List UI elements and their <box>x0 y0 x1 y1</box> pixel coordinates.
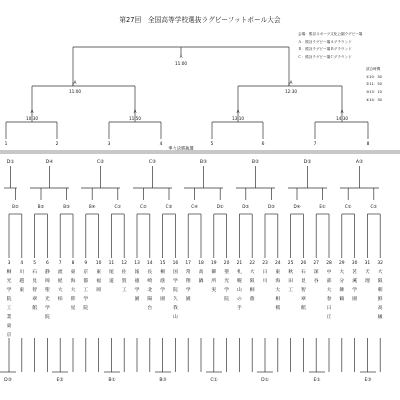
draw-separator-band <box>0 150 400 154</box>
team-name-char-25-1: 秋 <box>288 270 294 275</box>
qf-slot-number-5: 5 <box>210 142 214 147</box>
team-name-char-17-3: 学 <box>185 288 191 293</box>
venue-line-b: Ｂ：熊谷ラグビー場Ｂグラウンド <box>298 47 352 52</box>
team-name-char-13-1: 報 <box>134 270 140 275</box>
team-name-char-19-2: 所 <box>211 279 217 284</box>
team-number-21: 21 <box>236 261 243 266</box>
quarterfinal-time-1: 10:30 <box>25 116 39 121</box>
team-name-char-32-4: 鮮 <box>377 297 383 302</box>
team-name-char-6-4: 光 <box>44 297 50 302</box>
final-time: 11:00 <box>174 61 188 66</box>
qf-slot-number-8: 8 <box>366 142 370 147</box>
team-number-8: 8 <box>71 261 75 266</box>
team-name-char-16-1: 国 <box>172 270 178 275</box>
schedule-time-3: ③13：10 <box>366 90 382 95</box>
team-name-char-20-3: 学 <box>224 288 230 293</box>
team-name-char-8-2: 海 <box>70 279 76 284</box>
round1-code-12: D④ <box>293 204 301 209</box>
round1-code-13: E① <box>319 204 326 209</box>
seed-code-6: D① <box>261 378 269 383</box>
schedule-time-1: ①10：30 <box>366 74 382 79</box>
team-number-29: 29 <box>339 261 345 266</box>
team-name-char-8-5: 星 <box>70 306 76 311</box>
team-name-char-14-2: 崎 <box>147 279 153 284</box>
team-name-char-17-2: 翔 <box>185 279 191 284</box>
round2-code-5: B③ <box>199 160 208 165</box>
team-number-30: 30 <box>351 261 358 266</box>
team-name-char-15-3: 学 <box>160 288 166 293</box>
team-name-char-31-1: 天 <box>364 270 370 275</box>
team-name-char-20-1: 聖 <box>224 270 230 275</box>
team-name-char-14-4: 陽 <box>147 297 153 302</box>
team-number-13: 13 <box>134 261 140 266</box>
team-name-char-30-3: 学 <box>352 288 358 293</box>
team-name-char-12-1: 佐 <box>121 270 127 275</box>
team-name-char-16-5: 我 <box>172 306 178 311</box>
semifinal-time-1: 11:00 <box>68 89 82 94</box>
team-name-char-3-7: 東 <box>6 324 12 329</box>
team-number-22: 22 <box>249 261 255 266</box>
team-name-char-19-1: 御 <box>211 270 217 275</box>
team-name-char-26-2: 見 <box>300 279 306 284</box>
round2-code-1: D① <box>6 160 15 165</box>
page-title: 第27回 全国高等学校選抜ラグビーフットボール大会 <box>119 16 281 24</box>
team-name-char-3-8: 京 <box>6 333 12 338</box>
team-name-char-25-3: 工 <box>288 288 294 293</box>
team-name-char-6-3: 聖 <box>44 288 50 293</box>
team-name-char-24-5: 模 <box>275 306 281 311</box>
team-name-char-21-2: 幌 <box>236 279 242 284</box>
team-number-24: 24 <box>275 261 281 266</box>
round2-code-8: A③ <box>355 160 364 165</box>
quarterfinal-venue-1: A <box>30 109 34 114</box>
team-name-char-19-3: 実 <box>211 288 217 293</box>
team-name-char-29-1: 大 <box>339 270 345 275</box>
qf-slot-number-1: 1 <box>4 142 8 147</box>
team-number-31: 31 <box>364 261 371 266</box>
team-name-char-3-6: 業 <box>6 315 12 320</box>
team-name-char-8-4: 仰 <box>70 297 76 302</box>
team-name-char-5-1: 石 <box>32 270 38 275</box>
round2-code-3: C② <box>96 160 105 165</box>
team-name-char-3-5: 工 <box>6 306 12 311</box>
team-name-char-5-3: 智 <box>32 288 38 293</box>
team-number-10: 10 <box>95 261 102 266</box>
team-name-char-30-4: 園 <box>352 297 358 302</box>
team-name-char-16-4: 久 <box>172 297 178 302</box>
team-name-char-6-1: 静 <box>44 270 50 275</box>
team-name-char-10-1: 東 <box>96 270 102 275</box>
team-name-char-14-1: 長 <box>147 270 153 275</box>
venue-line-c: Ｃ：熊谷ラグビー場Ｃグラウンド <box>298 55 352 60</box>
semifinal-venue-2: A <box>289 80 293 85</box>
team-name-char-28-2: 部 <box>326 279 332 284</box>
team-name-char-11-2: 道 <box>108 279 114 284</box>
draw-separator-label: 準々決勝抽選 <box>168 145 194 151</box>
team-name-char-16-3: 院 <box>172 288 178 293</box>
team-name-char-21-1: 札 <box>236 270 242 275</box>
team-name-char-20-4: 院 <box>224 297 230 302</box>
round1-code-3: B③ <box>63 204 70 209</box>
round2-code-4: C③ <box>148 160 157 165</box>
team-name-char-9-5: 院 <box>83 306 89 311</box>
team-name-char-26-5: 館 <box>300 306 306 311</box>
team-number-28: 28 <box>326 261 332 266</box>
team-name-char-13-4: 園 <box>134 297 140 302</box>
team-name-char-31-2: 理 <box>364 279 370 284</box>
team-name-char-22-2: 阪 <box>249 279 255 284</box>
team-name-char-7-2: 経 <box>57 279 63 284</box>
team-name-char-3-1: 桐 <box>6 270 12 275</box>
team-name-char-3-3: 学 <box>6 288 12 293</box>
team-number-5: 5 <box>33 261 36 266</box>
team-name-char-20-2: 光 <box>224 279 230 284</box>
team-name-char-26-3: 智 <box>300 288 306 293</box>
schedule-heading: 試合時間 <box>366 67 381 71</box>
team-name-char-7-1: 流 <box>57 270 63 275</box>
qf-slot-number-6: 6 <box>261 142 265 147</box>
round1-code-4: B④ <box>88 204 96 209</box>
team-name-char-10-2: 福 <box>96 279 102 284</box>
team-name-char-28-3: 大 <box>326 288 332 293</box>
schedule-time-2: ②11：50 <box>366 82 382 87</box>
team-name-char-24-2: 海 <box>275 279 281 284</box>
team-name-char-28-1: 中 <box>326 270 332 275</box>
quarterfinal-venue-4: A <box>340 109 344 114</box>
team-name-char-10-3: 岡 <box>96 288 102 293</box>
round1-code-15: C② <box>370 204 378 209</box>
seed-code-3: B① <box>108 378 116 383</box>
seed-code-5: C① <box>210 378 218 383</box>
team-name-char-5-4: 翠 <box>32 297 38 302</box>
round1-code-9: D① <box>216 204 224 209</box>
team-name-char-6-5: 学 <box>44 306 50 311</box>
team-name-char-13-2: 徳 <box>134 279 140 284</box>
team-number-20: 20 <box>223 261 230 266</box>
team-number-26: 26 <box>300 261 307 266</box>
team-name-char-32-1: 大 <box>377 270 383 275</box>
team-name-char-3-2: 光 <box>6 279 12 284</box>
round2-code-6: B② <box>251 160 260 165</box>
team-name-char-29-2: 分 <box>339 279 345 284</box>
team-name-char-6-6: 院 <box>44 315 50 320</box>
team-number-18: 18 <box>198 261 204 266</box>
team-name-char-22-4: 蔭 <box>249 297 255 302</box>
round1-code-10: D② <box>242 204 250 209</box>
team-number-12: 12 <box>121 261 127 266</box>
team-name-char-5-2: 見 <box>32 279 38 284</box>
team-number-25: 25 <box>287 261 294 266</box>
team-number-7: 7 <box>58 261 62 266</box>
venue-line-a: Ａ：熊谷ラグビー場Ａグラウンド <box>298 39 352 44</box>
team-number-19: 19 <box>211 261 217 266</box>
team-name-char-21-3: 山 <box>236 288 242 293</box>
qf-slot-number-3: 3 <box>107 142 111 147</box>
round2-code-7: D② <box>303 160 312 165</box>
final-venue: A <box>179 54 183 59</box>
round1-code-2: B② <box>37 204 45 209</box>
team-name-char-22-1: 大 <box>249 270 255 275</box>
round1-code-14: C① <box>344 204 352 209</box>
team-name-char-4-1: 川 <box>19 270 25 275</box>
round1-code-8: C④ <box>191 204 198 209</box>
team-name-char-27-2: 谷 <box>313 279 319 284</box>
quarterfinal-venue-2: A <box>133 109 137 114</box>
team-name-char-22-3: 桐 <box>249 288 255 293</box>
team-name-char-26-1: 石 <box>300 270 306 275</box>
team-name-char-9-4: 学 <box>83 297 89 302</box>
team-name-char-14-3: 北 <box>147 288 153 293</box>
team-number-17: 17 <box>185 261 191 266</box>
round1-code-7: C③ <box>165 204 173 209</box>
quarterfinal-time-3: 13:10 <box>231 116 245 121</box>
seed-code-1: D③ <box>4 378 12 383</box>
team-name-char-30-1: 茗 <box>352 270 358 275</box>
round1-code-11: D③ <box>267 204 275 209</box>
qf-slot-number-4: 4 <box>159 142 163 147</box>
team-number-11: 11 <box>108 261 115 266</box>
team-number-27: 27 <box>313 261 319 266</box>
team-number-14: 14 <box>147 261 153 266</box>
round1-code-6: C② <box>140 204 147 209</box>
team-name-char-15-2: 蔭 <box>160 279 166 284</box>
team-number-32: 32 <box>377 261 383 266</box>
semifinal-venue-1: A <box>73 80 77 85</box>
team-number-15: 15 <box>159 261 166 266</box>
seed-code-8: E③ <box>364 378 372 383</box>
team-name-char-32-2: 阪 <box>377 279 383 284</box>
team-number-23: 23 <box>262 261 268 266</box>
team-name-char-21-4: の <box>236 297 242 302</box>
seed-code-2: E② <box>56 378 64 383</box>
team-number-9: 9 <box>84 261 88 266</box>
team-name-char-32-6: 級 <box>377 315 383 320</box>
quarterfinal-time-4: 14:30 <box>335 116 349 121</box>
team-name-char-4-2: 越 <box>19 279 25 284</box>
team-name-char-13-3: 学 <box>134 288 140 293</box>
team-number-16: 16 <box>172 261 179 266</box>
team-name-char-9-2: 都 <box>83 279 89 284</box>
team-number-3: 3 <box>7 261 11 266</box>
team-name-char-9-3: 工 <box>83 288 89 293</box>
team-name-char-23-1: 日 <box>262 270 268 275</box>
team-name-char-16-6: 山 <box>172 315 178 320</box>
round2-code-2: D④ <box>45 160 54 165</box>
team-name-char-26-4: 翠 <box>300 297 306 302</box>
team-name-char-3-4: 院 <box>6 297 12 302</box>
team-name-char-15-1: 桐 <box>160 270 166 275</box>
team-name-char-27-1: 深 <box>313 270 319 275</box>
schedule-time-4: ④14：30 <box>366 97 382 102</box>
team-name-char-17-1: 常 <box>185 270 191 275</box>
team-name-char-29-3: 舞 <box>339 288 345 293</box>
team-name-char-18-1: 高 <box>198 270 204 275</box>
team-name-char-30-2: 溪 <box>352 279 358 284</box>
qf-slot-number-2: 2 <box>55 142 59 147</box>
team-name-char-8-3: 大 <box>70 288 76 293</box>
team-name-char-7-3: 大 <box>57 288 63 293</box>
team-name-char-29-4: 鶴 <box>339 297 345 302</box>
team-name-char-6-2: 岡 <box>44 279 50 284</box>
team-name-char-12-2: 賀 <box>121 279 127 284</box>
team-name-char-7-4: 柏 <box>57 297 63 302</box>
seed-code-4: B③ <box>159 378 167 383</box>
team-name-char-24-1: 東 <box>275 270 281 275</box>
team-name-char-28-6: 丘 <box>326 315 332 320</box>
team-name-char-28-5: 日 <box>326 306 332 311</box>
qf-slot-number-7: 7 <box>313 142 317 147</box>
team-name-char-17-4: 園 <box>185 297 191 302</box>
team-name-char-32-3: 朝 <box>377 288 383 293</box>
venue-line-main: 会場：熊谷スポーツ文化公園ラグビー場 <box>298 32 363 36</box>
team-name-char-28-4: 春 <box>326 297 332 302</box>
team-name-char-16-2: 学 <box>172 279 178 284</box>
team-name-char-9-1: 京 <box>83 270 89 275</box>
team-name-char-23-2: 川 <box>262 279 268 284</box>
team-name-char-18-2: 鍋 <box>198 279 204 284</box>
team-name-char-8-1: 東 <box>70 270 76 275</box>
quarterfinal-venue-3: A <box>236 109 240 114</box>
team-name-char-5-5: 館 <box>32 306 38 311</box>
quarterfinal-time-2: 11:50 <box>128 116 142 121</box>
team-name-char-25-2: 田 <box>288 279 294 284</box>
team-name-char-12-3: 工 <box>121 288 127 293</box>
round1-code-1: B② <box>12 204 19 209</box>
team-number-6: 6 <box>46 261 49 266</box>
semifinal-time-2: 12:30 <box>284 89 298 94</box>
team-number-4: 4 <box>20 261 24 266</box>
team-name-char-21-5: 手 <box>236 306 242 311</box>
team-name-char-24-4: 相 <box>275 297 281 302</box>
team-name-char-14-5: 台 <box>147 306 153 311</box>
team-name-char-15-4: 園 <box>160 297 166 302</box>
round1-code-5: C① <box>114 204 122 209</box>
team-name-char-24-3: 大 <box>275 288 281 293</box>
team-name-char-32-5: 高 <box>377 306 383 311</box>
team-name-char-4-3: 東 <box>19 288 25 293</box>
seed-code-7: E① <box>313 378 321 383</box>
team-name-char-11-1: 尾 <box>108 270 114 275</box>
